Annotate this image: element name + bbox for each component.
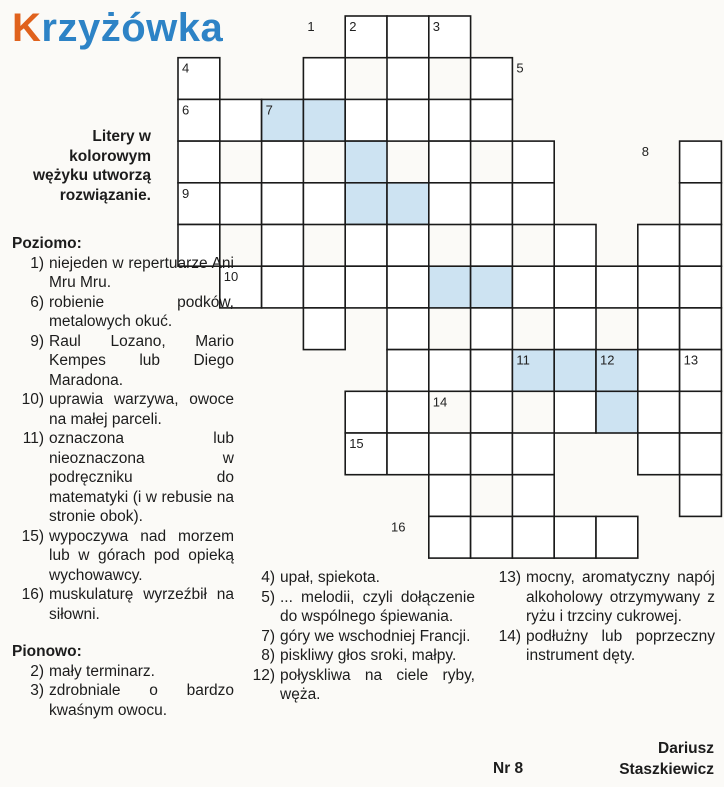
cell-number: 3: [432, 19, 441, 34]
cell-number: 12: [600, 352, 615, 368]
grid-cell[interactable]: [345, 266, 387, 308]
grid-cell[interactable]: [262, 266, 304, 308]
clue-item: [12, 293, 234, 332]
grid-cell[interactable]: [303, 308, 345, 350]
instructions: Litery w kolorowym wężyku utworzą rozwiązanie.: [33, 128, 151, 204]
grid-cell-highlighted[interactable]: [303, 99, 345, 141]
clue-number: 10): [21, 391, 44, 408]
grid-cell[interactable]: [471, 391, 513, 433]
grid-cell[interactable]: [596, 516, 638, 558]
cell-number: 10: [223, 269, 239, 285]
grid-cell[interactable]: [471, 225, 513, 267]
grid-cell[interactable]: [471, 433, 513, 475]
clues-right-column: [491, 568, 715, 666]
grid-cell[interactable]: [429, 433, 471, 475]
clue-number: 16): [21, 586, 44, 603]
clues-middle-column: [243, 568, 475, 705]
grid-cell[interactable]: [554, 391, 596, 433]
grid-cell[interactable]: [638, 308, 680, 350]
clue-text: niejeden w repertuarze Ani Mru Mru.: [49, 254, 234, 291]
clue-number: 12): [252, 666, 275, 684]
clue-number: 5): [261, 588, 275, 606]
grid-cell[interactable]: [345, 225, 387, 267]
cell-number: 15: [349, 436, 364, 451]
grid-cell[interactable]: [512, 141, 554, 183]
clue-number: 14): [498, 627, 521, 645]
grid-cell[interactable]: [638, 433, 680, 475]
clue-item: [12, 681, 234, 720]
pionowo-clues-part-3: [491, 568, 715, 666]
grid-cell[interactable]: [554, 516, 596, 558]
clue-text: góry we wschodniej Francji.: [280, 627, 471, 645]
grid-cell[interactable]: [429, 516, 471, 558]
pionowo-heading: Pionowo:: [12, 643, 82, 660]
grid-cell[interactable]: [387, 350, 429, 392]
grid-cell[interactable]: [512, 266, 554, 308]
clue-number: 4): [261, 569, 275, 586]
grid-cell[interactable]: [680, 141, 722, 183]
grid-cell[interactable]: [220, 99, 262, 141]
clue-item: [243, 568, 475, 588]
clue-number: 8): [261, 647, 275, 664]
pionowo-clues-part-1: [12, 662, 234, 721]
grid-cell-highlighted[interactable]: [387, 183, 429, 225]
grid-cell[interactable]: [387, 16, 429, 58]
clue-number: 1): [30, 254, 44, 272]
grid-cell[interactable]: [429, 475, 471, 517]
cell-number: 4: [182, 60, 190, 76]
clue-text: wypoczywa nad morzem lub w górach pod opieką wychowawcy.: [49, 527, 234, 584]
cell-number: 9: [182, 185, 190, 201]
clue-item: [12, 332, 234, 391]
grid-cell[interactable]: [387, 99, 429, 141]
clue-number: 13): [498, 569, 521, 586]
grid-cell[interactable]: [680, 183, 722, 225]
clue-text: podłużny lub poprzeczny instrument dęty.: [526, 627, 715, 664]
clue-item: [12, 390, 234, 429]
grid-cell-highlighted[interactable]: [429, 266, 471, 308]
grid-cell[interactable]: [512, 516, 554, 558]
grid-cell[interactable]: [429, 99, 471, 141]
grid-cell[interactable]: [387, 266, 429, 308]
grid-cell-highlighted[interactable]: [345, 141, 387, 183]
clue-text: zdrobniale o bardzo kwaśnym owocu.: [49, 682, 234, 719]
pionowo-clues-part-2: [243, 568, 475, 705]
grid-cell[interactable]: [554, 225, 596, 267]
page-title: Krzyżówka: [12, 6, 224, 50]
grid-cell[interactable]: [178, 141, 220, 183]
clue-item: [243, 588, 475, 627]
cell-number: 14: [432, 394, 448, 410]
grid-cell-highlighted[interactable]: [345, 183, 387, 225]
grid-cell[interactable]: [471, 58, 513, 100]
grid-cell[interactable]: [387, 433, 429, 475]
grid-cell[interactable]: [387, 391, 429, 433]
grid-cell[interactable]: [680, 308, 722, 350]
clue-text: piskliwy głos sroki, małpy.: [280, 647, 457, 664]
clue-item: [12, 254, 234, 293]
grid-cell[interactable]: [429, 350, 471, 392]
grid-cell-highlighted[interactable]: [596, 391, 638, 433]
clue-item: [12, 662, 234, 682]
grid-cell[interactable]: [262, 183, 304, 225]
grid-cell[interactable]: [554, 266, 596, 308]
poziomo-clues: [12, 254, 234, 625]
clue-text: połyskliwa na ciele ryby, węża.: [280, 666, 475, 703]
clue-text: oznaczona lub nieoznaczona w podręczniku do matematyki (i w rebusie na stronie obok).: [49, 430, 234, 525]
grid-cell[interactable]: [220, 183, 262, 225]
grid-cell[interactable]: [262, 141, 304, 183]
clue-text: robienie podków, metalowych okuć.: [49, 293, 234, 330]
grid-cell[interactable]: [345, 391, 387, 433]
grid-cell[interactable]: [512, 433, 554, 475]
issue-number: Nr 8: [493, 760, 524, 777]
grid-cell[interactable]: [638, 225, 680, 267]
clue-number: 15): [21, 527, 44, 545]
cell-number: 8: [641, 144, 650, 160]
grid-cell[interactable]: [429, 183, 471, 225]
grid-cell[interactable]: [429, 141, 471, 183]
grid-cell[interactable]: [512, 475, 554, 517]
cell-number: 6: [182, 102, 190, 118]
clue-item: [243, 627, 475, 647]
cell-number: 5: [516, 60, 524, 76]
cell-number: 16: [391, 519, 406, 535]
clue-number: 7): [261, 627, 275, 645]
grid-cell-highlighted[interactable]: [554, 350, 596, 392]
grid-cell[interactable]: [262, 225, 304, 267]
grid-cell[interactable]: [680, 225, 722, 267]
clue-item: [491, 627, 715, 666]
grid-cell[interactable]: [680, 266, 722, 308]
clue-item: [12, 585, 234, 624]
clue-text: mocny, aromatyczny napój alkoholowy otrzymywany z ryżu i trzciny cukrowej.: [526, 569, 715, 625]
cell-number: 13: [683, 352, 699, 368]
clue-text: muskulaturę wyrzeźbił na siłowni.: [49, 586, 234, 623]
grid-cell[interactable]: [596, 266, 638, 308]
grid-cell[interactable]: [387, 225, 429, 267]
grid-cell[interactable]: [387, 58, 429, 100]
grid-cell[interactable]: [303, 58, 345, 100]
grid-cell[interactable]: [471, 99, 513, 141]
grid-cell[interactable]: [387, 308, 429, 350]
clue-item: [243, 666, 475, 705]
clue-text: upał, spiekota.: [280, 569, 380, 586]
clue-item: [491, 568, 715, 627]
cell-number: 7: [265, 102, 273, 118]
grid-cell[interactable]: [638, 391, 680, 433]
clue-text: ... melodii, czyli dołączenie do wspólnego śpiewania.: [280, 588, 475, 625]
clue-number: 2): [30, 662, 44, 680]
clue-item: [243, 646, 475, 666]
grid-cell[interactable]: [680, 475, 722, 517]
clue-number: 3): [30, 682, 44, 699]
clue-text: Raul Lozano, Mario Kempes lub Diego Maradona.: [49, 332, 234, 389]
clue-text: mały terminarz.: [49, 662, 155, 680]
clue-number: 6): [30, 293, 44, 311]
clue-text: uprawia warzywa, owoce na małej parceli.: [49, 391, 234, 428]
grid-cell-highlighted[interactable]: [471, 266, 513, 308]
poziomo-heading: Poziomo:: [12, 235, 82, 252]
grid-cell[interactable]: [471, 308, 513, 350]
cell-number: 2: [349, 19, 357, 34]
clue-number: 11): [22, 430, 44, 447]
grid-cell[interactable]: [680, 391, 722, 433]
grid-cell[interactable]: [303, 266, 345, 308]
grid-cell[interactable]: [471, 516, 513, 558]
clue-item: [12, 429, 234, 527]
author: Dariusz Staszkiewicz: [619, 740, 714, 778]
clue-item: [12, 527, 234, 586]
grid-cell[interactable]: [471, 183, 513, 225]
grid-cell[interactable]: [680, 433, 722, 475]
grid-cell[interactable]: [303, 183, 345, 225]
clues-left-column: [12, 234, 234, 720]
cell-number: 11: [516, 352, 530, 368]
grid-cell[interactable]: [638, 266, 680, 308]
grid-cell[interactable]: [554, 308, 596, 350]
grid-cell[interactable]: [638, 350, 680, 392]
clue-number: 9): [30, 332, 44, 350]
grid-cell[interactable]: [471, 350, 513, 392]
grid-cell[interactable]: [345, 99, 387, 141]
cell-number: 1: [307, 19, 315, 34]
grid-cell[interactable]: [512, 183, 554, 225]
